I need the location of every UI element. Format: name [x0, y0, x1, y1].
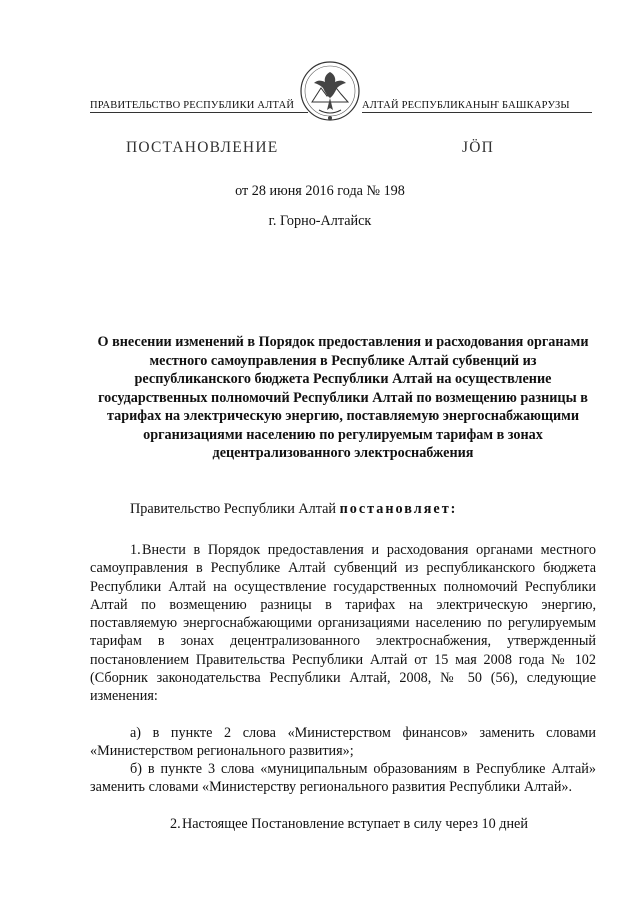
- emblem-icon: [299, 58, 361, 128]
- list-item: [90, 541, 596, 706]
- document-type: ПОСТАНОВЛЕНИЕ: [126, 139, 279, 156]
- list-item: [90, 815, 596, 833]
- item-number: 1.: [130, 542, 141, 558]
- government-label: ПРАВИТЕЛЬСТВО РЕСПУБЛИКИ АЛТАЙ: [90, 100, 308, 113]
- document-type-altai: ЈӦП: [462, 139, 495, 156]
- government-label-altai: АЛТАЙ РЕСПУБЛИКАНЫҤ БАШКАРУЗЫ: [362, 100, 592, 113]
- preamble-lead: Правительство Республики Алтай: [130, 501, 340, 517]
- item-text: Настоящее Постановление вступает в силу через 10 дней: [182, 816, 528, 832]
- document-city: г. Горно-Алтайск: [268, 213, 372, 229]
- document-title: О внесении изменений в Порядок предоставления и расходования органами местного самоуправления в Республике Алтай субвенций из республиканского бюджета Республики Алтай на осуществление государственных полномочий Республики Алтай по возмещению разницы в тарифах на электрическую энергию, поставляемую энергоснабжающими организациями населению по регулируемым тарифам в зонах децентрализованного электроснабжения: [97, 334, 589, 461]
- item-number: 2.: [170, 816, 181, 832]
- item-text: Внести в Порядок предоставления и расходования органами местного самоуправления в Республике Алтай субвенций из республиканского бюджета Республики Алтай на осуществление государственных полномочий Республики Алтай по возмещению разницы в тарифах на электрическую энергию, поставляемую энергоснабжающими организациями населению по регулируемым тарифам в зонах децентрализованного электроснабжения, утвержденный постановлением Правительства Республики Алтай от 15 мая 2008 года № 102 (Сборник законодательства Республики Алтай, 2008, № 50 (56), следующие изменения:: [90, 542, 596, 705]
- document-date: от 28 июня 2016 года № 198: [235, 183, 405, 199]
- subitem-b: б) в пункте 3 слова «муниципальным образованиям в Республике Алтай» заменить словами «Министерству регионального развития Республики Алтай».: [90, 761, 596, 796]
- preamble: [90, 500, 596, 518]
- subitem-a: а) в пункте 2 слова «Министерством финансов» заменить словами «Министерством регионального развития»;: [90, 725, 596, 760]
- preamble-decree: постановляет:: [339, 501, 458, 517]
